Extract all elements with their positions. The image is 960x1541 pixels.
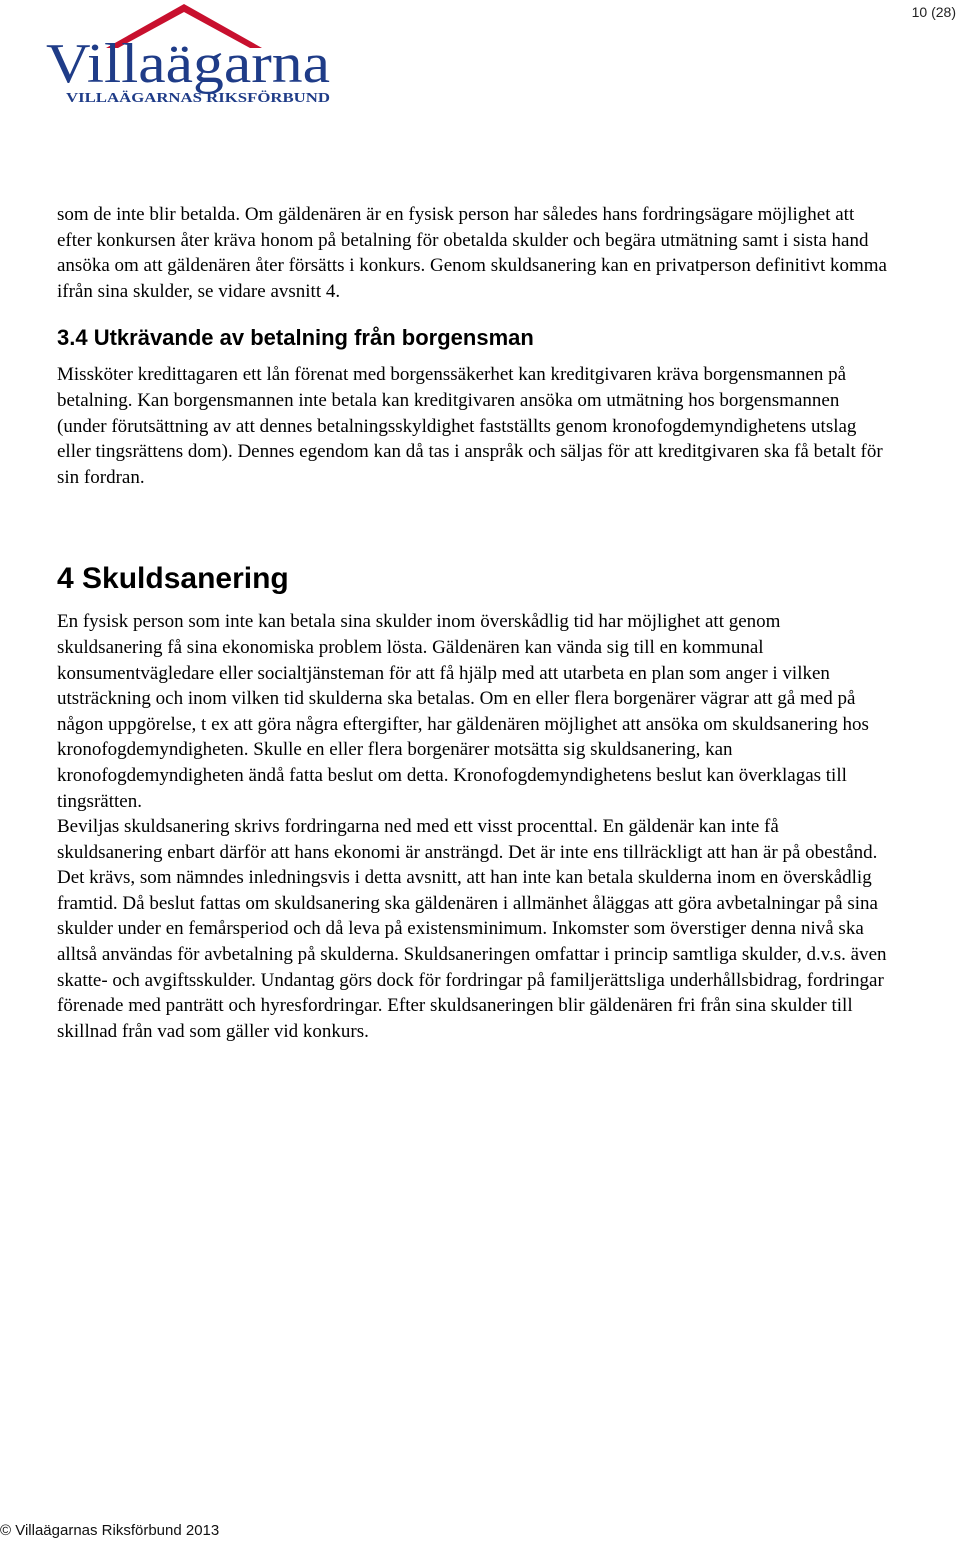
paragraph: Beviljas skuldsanering skrivs fordringarna ned med ett visst procenttal. En gäldenär kan inte få skuldsanering enbart därför att hans ekonomi är ansträngd. Det är inte ens tillräckligt att han är på obestånd. Det krävs, som nämndes inledningsvis i detta avsnitt, att han inte kan betala skulderna inom en överskådlig framtid. Då beslut fattas om skuldsanering ska gäldenären i allmänhet åläggas att göra avbetalningar på sina skulder under en femårsperiod och då leva på existensminimum. Inkomster som överstiger denna nivå ska alltså användas för avbetalning på skulderna. Skuldsaneringen omfattar i princip samtliga skulder, d.v.s. även skatte- och avgiftsskulder. Undantag görs dock för fordringar på familjerättsliga underhållsbidrag, fordringar förenade med panträtt och hyresfordringar. Efter skuldsaneringen blir gäldenären fri från sina skulder till skillnad från vad som gäller vid konkurs.: [57, 816, 887, 1042]
page-number: 10 (28): [911, 4, 956, 20]
paragraph: Missköter kredittagaren ett lån förenat med borgenssäkerhet kan kreditgivaren kräva borgensmannen på betalning. Kan borgensmannen inte betala kan kreditgivaren ansöka om utmätning hos borgensmannen (under förutsättning av att dennes betalningsskyldighet fastställts genom kronofogdemyndighetens utslag eller tingsrättens dom). Dennes egendom kan då tas i anspråk och säljas för att kreditgivaren ska få betalt för sin fordran.: [57, 364, 883, 488]
paragraph: En fysisk person som inte kan betala sina skulder inom överskådlig tid har möjlighet att genom skuldsanering få sina ekonomiska problem lösta. Gäldenären kan vända sig till en kommunal konsumentvägledare eller socialtjänsteman för att få hjälp med att utarbeta en plan som anger i vilken utsträckning och inom vilken tid skulderna ska betalas. Om en eller flera borgenärer vägrar att gå med på någon uppgörelse, t ex att göra några eftergifter, har gäldenären möjlighet att ansöka om skuldsanering hos kronofogdemyndigheten. Skulle en eller flera borgenärer motsätta sig skuldsanering, kan kronofogdemyndigheten ändå fatta beslut om detta. Kronofogdemyndighetens beslut kan överklagas till tingsrätten.: [57, 611, 869, 812]
svg-text:VILLAÄGARNAS RIKSFÖRBUND: VILLAÄGARNAS RIKSFÖRBUND: [66, 91, 287, 106]
section-heading: 3.4 Utkrävande av betalning från borgensman: [57, 325, 534, 351]
footer-copyright: © Villaägarnas Riksförbund 2013: [0, 1522, 220, 1539]
paragraph: som de inte blir betalda. Om gäldenären är en fysisk person har således hans fordringsägare möjlighet att efter konkursen åter kräva honom på betalning för obetalda skulder och begära utmätning samt i sista hand ansöka om att gäldenären åter försätts i konkurs. Genom skuldsanering kan en privatperson definitivt komma ifrån sina skulder, se vidare avsnitt 4.: [57, 204, 887, 302]
chapter-heading: 4 Skuldsanering: [57, 562, 289, 596]
svg-text:Villaägarna: Villaägarna: [46, 33, 331, 95]
document-content: [57, 202, 887, 1044]
villaagarna-logo: [44, 2, 334, 106]
